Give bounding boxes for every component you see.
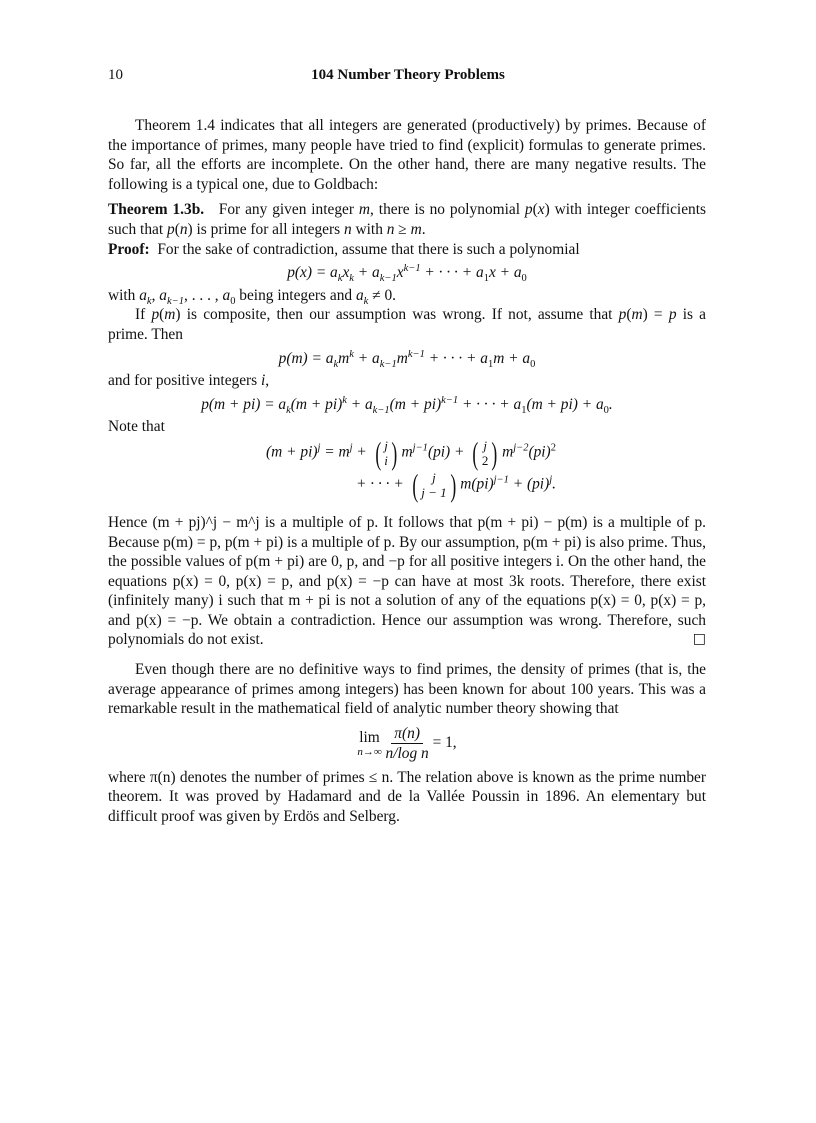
running-title: 104 Number Theory Problems — [311, 67, 505, 83]
density-paragraph: Even though there are no definitive ways to find primes, the density of primes (that is, the average appearance of primes among integers) has been known for about 100 years. This was a remarkable result in the mathematical field of analytic number theory showing that — [108, 661, 706, 718]
page-body — [108, 116, 706, 827]
page-number: 10 — [108, 67, 123, 83]
qed-symbol: □ — [692, 631, 706, 648]
binomial-expansion-line-1: $(m + pi)^j = m^j$ + ( j i ) $m^{j-1}(pi)$ + ( j 2 ) $m^{j-2}(pi)^2$ — [266, 434, 556, 471]
positive-integers-line: and for positive integers i, — [108, 372, 270, 390]
intro-paragraph: Theorem 1.4 indicates that all integers are generated (productively) by primes. Because of the importance of primes, many people have tried to find (explicit) formulas to generate primes. So far, all the efforts are incomplete. On the other hand, there are many negative results. The following is a typical one, due to Goldbach: — [108, 117, 706, 193]
theorem-label: Theorem 1.3b. — [108, 201, 205, 219]
coefficient-condition: with $a_k$, $a_{k-1}$, . . . , $a_0$ being integers and $a_k \ne 0$. — [108, 286, 397, 307]
equation-p-of-m-plus-pi: $p(m + pi) = a_k(m + pi)^k + a_{k-1}(m + pi)^{k-1}$ + · · · + $a_1(m + pi) + a_0$. — [201, 394, 613, 416]
proof-label: Proof: — [108, 240, 150, 258]
composite-case: If p(m) is composite, then our assumption was wrong. If not, assume that p(m) = p is a prime. Then — [108, 306, 706, 343]
prime-number-theorem-paragraph: where π(n) denotes the number of primes ≤ n. The relation above is known as the prime number theorem. It was proved by Hadamard and de la Vallée Poussin in 1896. An elementary but difficult proof was given by Erdös and Selberg. — [108, 768, 706, 826]
binomial-expansion-line-2: + · · · + ( j j − 1 ) m(pi)$^{j-1}$ + (pi)$^j$. — [356, 466, 556, 503]
page-header — [108, 67, 708, 87]
proof-intro-text: For the sake of contradiction, assume that there is such a polynomial — [157, 240, 580, 258]
theorem-statement: Theorem 1.3b. For any given integer m, there is no polynomial p(x) with integer coefficients such that p(n) is prime for all integers n with n ≥ m. — [108, 201, 707, 238]
equation-polynomial: $p(x) = a_kx_k + a_{k-1}x^{k-1}$ + · · · + $a_1x + a_0$ — [287, 263, 527, 285]
proof-intro — [108, 240, 706, 260]
equation-p-of-m: $p(m) = a_km^k + a_{k-1}m^{k-1}$ + · · · + $a_1m + a_0$ — [278, 348, 536, 370]
equation-prime-number-theorem: lim n→∞ $\frac{\pi(n)}{\text{n/log n}}$ = 1, — [357, 724, 457, 762]
note-that: Note that — [108, 418, 165, 436]
proof-conclusion-paragraph: Hence (m + pj)^j − m^j is a multiple of p. It follows that p(m + pi) − p(m) is a multiple of p. Because p(m) = p, p(m + pi) is a multiple of p. By our assumption, p(m + pi) is also prime. Thus, the possible values of p(m + pi) are 0, p, and −p for all positive integers i. On the other hand, the equations p(x) = 0, p(x) = p, and p(x) = −p can have at most 3k roots. Therefore, there exist (infinitely many) i such that m + pi is not a solution of any of the equations p(x) = 0, p(x) = p, and p(x) = −p. We obtain a contradiction. Hence our assumption was wrong. Therefore, such polynomials do not exist. □ — [108, 513, 706, 649]
